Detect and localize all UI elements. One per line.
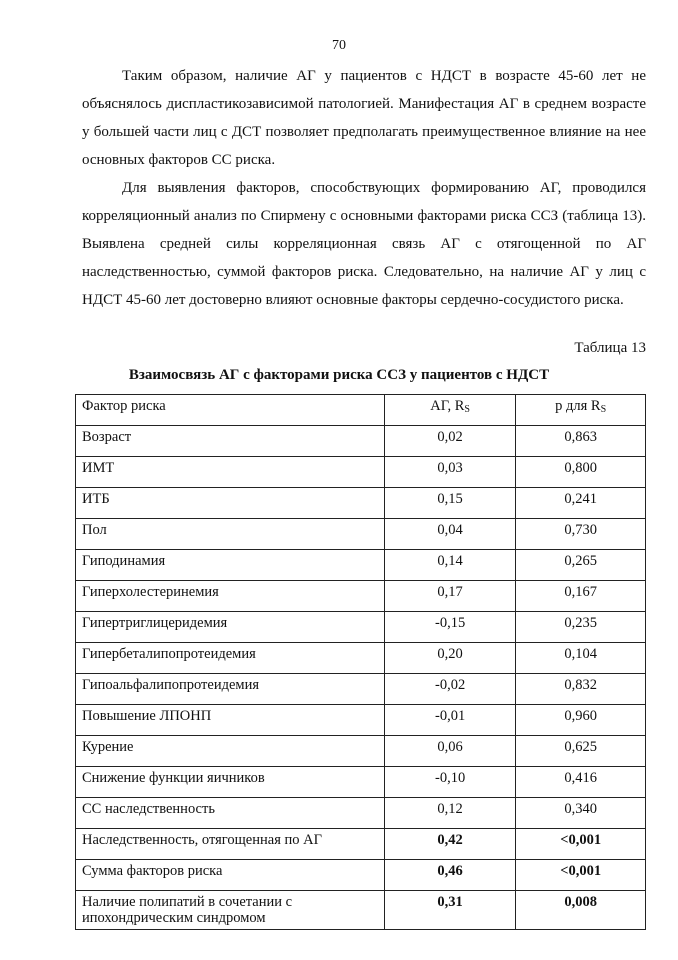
p-cell: 0,730 [516, 519, 646, 550]
p-cell: 0,800 [516, 457, 646, 488]
factor-cell: Повышение ЛПОНП [76, 705, 385, 736]
p-cell: 0,104 [516, 643, 646, 674]
rs-cell: 0,04 [384, 519, 515, 550]
factor-cell: Снижение функции яичников [76, 767, 385, 798]
rs-cell: 0,17 [384, 581, 515, 612]
factor-cell: Гиперхолестеринемия [76, 581, 385, 612]
p-cell: 0,265 [516, 550, 646, 581]
factor-cell: Гипоальфалипопротеидемия [76, 674, 385, 705]
factor-cell: Наследственность, отягощенная по АГ [76, 829, 385, 860]
factor-cell: Курение [76, 736, 385, 767]
table-header-row [76, 395, 646, 426]
factor-cell: ИМТ [76, 457, 385, 488]
p-cell: 0,832 [516, 674, 646, 705]
table-row [76, 705, 646, 736]
risk-factor-table [75, 394, 646, 930]
p-cell: 0,625 [516, 736, 646, 767]
factor-cell: Пол [76, 519, 385, 550]
table-row [76, 674, 646, 705]
table-row [76, 426, 646, 457]
page-number: 70 [332, 38, 346, 53]
p-cell: 0,241 [516, 488, 646, 519]
rs-cell: 0,12 [384, 798, 515, 829]
rs-cell: -0,02 [384, 674, 515, 705]
table-row [76, 612, 646, 643]
factor-cell: Гиподинамия [76, 550, 385, 581]
rs-cell: -0,10 [384, 767, 515, 798]
rs-cell: -0,15 [384, 612, 515, 643]
factor-cell: Гипертриглицеридемия [76, 612, 385, 643]
table-row [76, 519, 646, 550]
factor-cell: ИТБ [76, 488, 385, 519]
rs-cell: 0,06 [384, 736, 515, 767]
table-row [76, 798, 646, 829]
table-row [76, 488, 646, 519]
rs-cell: 0,14 [384, 550, 515, 581]
p-cell: 0,235 [516, 612, 646, 643]
p-cell: 0,863 [516, 426, 646, 457]
rs-cell: -0,01 [384, 705, 515, 736]
table-row [76, 767, 646, 798]
table-caption: Таблица 13 [574, 340, 646, 356]
table-row [76, 550, 646, 581]
rs-cell: 0,42 [384, 829, 515, 860]
factor-cell: Сумма факторов риска [76, 860, 385, 891]
rs-cell: 0,31 [384, 891, 515, 930]
factor-cell: Возраст [76, 426, 385, 457]
rs-cell: 0,20 [384, 643, 515, 674]
rs-cell: 0,15 [384, 488, 515, 519]
table-row [76, 581, 646, 612]
table-row [76, 643, 646, 674]
header-ag-rs: АГ, $R_S$ [384, 395, 515, 426]
table-row [76, 891, 646, 930]
factor-cell: Наличие полипатий в сочетании с ипохондрическим синдромом [76, 891, 385, 930]
paragraph: Таким образом, наличие АГ у пациентов с НДСТ в возрасте 45-60 лет не объяснялось диспластикозависимой патологией. Манифестация АГ в среднем возрасте у большей части лиц с ДСТ позволяет предполагать преимущественное влияние на нее основных факторов СС риска. [82, 68, 646, 168]
factor-cell: СС наследственность [76, 798, 385, 829]
p-cell: 0,008 [516, 891, 646, 930]
table-row [76, 457, 646, 488]
p-cell: <0,001 [516, 829, 646, 860]
table-row [76, 860, 646, 891]
factor-cell: Гипербеталипопротеидемия [76, 643, 385, 674]
rs-cell: 0,46 [384, 860, 515, 891]
table-title: Взаимосвязь АГ с факторами риска ССЗ у пациентов с НДСТ [128, 367, 550, 383]
rs-cell: 0,03 [384, 457, 515, 488]
header-factor: Фактор риска [76, 395, 385, 426]
p-cell: 0,167 [516, 581, 646, 612]
paragraph: Для выявления факторов, способствующих формированию АГ, проводился корреляционный анализ по Спирмену с основными факторами риска ССЗ (таблица 13). Выявлена средней силы корреляционная связь АГ с отягощенной по АГ наследственностью, суммой факторов риска. Следовательно, на наличие АГ у лиц с НДСТ 45-60 лет достоверно влияют основные факторы сердечно-сосудистого риска. [82, 180, 646, 308]
p-cell: 0,960 [516, 705, 646, 736]
p-cell: <0,001 [516, 860, 646, 891]
table-row [76, 829, 646, 860]
table-row [76, 736, 646, 767]
rs-cell: 0,02 [384, 426, 515, 457]
p-cell: 0,340 [516, 798, 646, 829]
p-cell: 0,416 [516, 767, 646, 798]
header-p-value: р для $R_S$ [516, 395, 646, 426]
body-text [82, 62, 646, 314]
